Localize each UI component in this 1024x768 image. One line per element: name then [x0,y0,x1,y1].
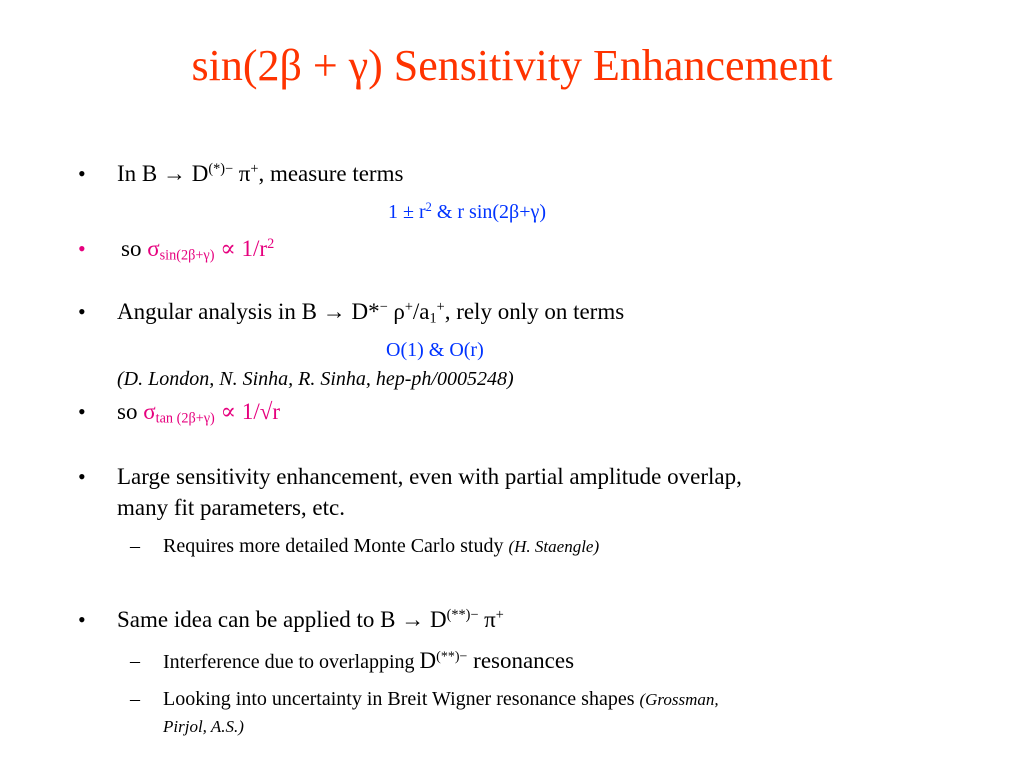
bullet-sensitivity-line1: Large sensitivity enhancement, even with partial amplitude overlap, [117,464,742,489]
reference-london-sinha: (D. London, N. Sinha, R. Sinha, hep-ph/0005248) [117,368,514,390]
bullet-sigma-sin-scaling: so $\sigma_{sin(2\beta+\gamma)} \propto 1/r^2$ [121,236,275,264]
bullet-sigma-tan-scaling: so $\sigma_{tan (2\beta+\gamma)} \propto 1/√r$ [117,399,281,427]
bullet-marker: • [78,607,86,632]
slide-title: sin(2β + γ) Sensitivity Enhancement [191,41,833,90]
dash-marker: – [130,650,140,672]
bullet-marker: • [78,464,86,489]
bullet-marker: • [78,299,86,324]
subbullet-monte-carlo: Requires more detailed Monte Carlo study (H. Staengle) [163,535,600,557]
subbullet-breit-wigner-line2: Pirjol, A.S.) [163,717,244,736]
dash-marker: – [130,535,140,557]
bullet-sensitivity-line2: many fit parameters, etc. [117,495,345,520]
dash-marker: – [130,688,140,710]
subbullet-breit-wigner-line1: Looking into uncertainty in Breit Wigner resonance shapes (Grossman, [163,688,719,710]
subbullet-interference: Interference due to overlapping D(**)− resonances [163,648,575,673]
bullet-angular-analysis: Angular analysis in B → D*− $\rho^+/a_1^+$, rely only on terms [117,299,625,327]
bullet-same-idea: Same idea can be applied to B → D(**)− π+ [117,607,504,632]
bullet-marker: • [78,399,86,424]
bullet-marker: • [78,161,86,186]
angular-terms-formula: O(1) & O(r) [386,339,484,361]
bullet-decay-measure-terms: In B → D(*)− π+, measure terms [117,161,404,186]
bullet-marker: • [78,236,86,261]
measured-terms-formula: $1 \pm r^2$ & r sin(2β+γ) [388,200,547,223]
